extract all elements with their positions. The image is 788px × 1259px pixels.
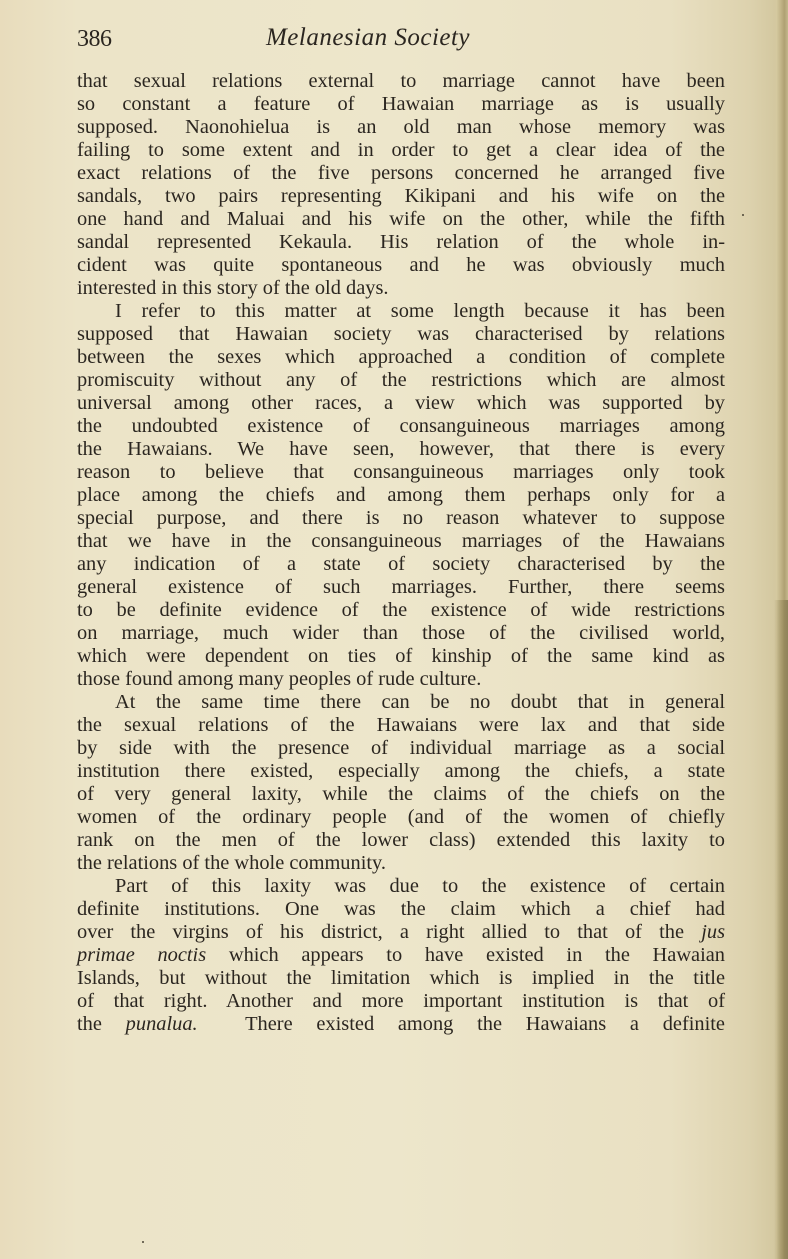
text-line: to be definite evidence of the existence of wide restrictions bbox=[77, 599, 725, 621]
text-line: I refer to this matter at some length because it has been bbox=[115, 300, 725, 322]
text-line: rank on the men of the lower class) extended this laxity to bbox=[77, 829, 725, 851]
text-run: over the virgins of his district, a right allied to that of the bbox=[77, 921, 685, 943]
text-line: promiscuity without any of the restrictions which are almost bbox=[77, 369, 725, 391]
text-line: one hand and Maluai and his wife on the other, while the fifth bbox=[77, 208, 725, 230]
paragraph bbox=[77, 691, 725, 875]
text-line: interested in this story of the old days. bbox=[77, 277, 389, 299]
text-line: the undoubted existence of consanguineous marriages among bbox=[77, 415, 725, 437]
text-line: which were dependent on ties of kinship of the same kind as bbox=[77, 645, 725, 667]
paragraph bbox=[77, 875, 725, 1036]
text-line bbox=[77, 1013, 725, 1036]
text-line: those found among many peoples of rude culture. bbox=[77, 668, 482, 690]
text-line: any indication of a state of society characterised by the bbox=[77, 553, 725, 575]
italic-term-jus: jus bbox=[701, 921, 725, 943]
text-line: by side with the presence of individual marriage as a social bbox=[77, 737, 725, 759]
text-line: the sexual relations of the Hawaians were lax and that side bbox=[77, 714, 725, 736]
text-line: At the same time there can be no doubt that in general bbox=[115, 691, 725, 713]
page-header bbox=[77, 22, 725, 62]
text-line: failing to some extent and in order to get a clear idea of the bbox=[77, 139, 725, 161]
text-line: exact relations of the five persons concerned he arranged five bbox=[77, 162, 725, 184]
text-line: between the sexes which approached a condition of complete bbox=[77, 346, 725, 368]
text-run: the bbox=[77, 1013, 102, 1035]
text-line: universal among other races, a view which was supported by bbox=[77, 392, 725, 414]
text-line bbox=[77, 921, 725, 944]
text-line: cident was quite spontaneous and he was obviously much bbox=[77, 254, 725, 276]
text-line: of very general laxity, while the claims of the chiefs on the bbox=[77, 783, 725, 805]
text-line: of that right. Another and more important institution is that of bbox=[77, 990, 725, 1012]
text-line: supposed that Hawaian society was characterised by relations bbox=[77, 323, 725, 345]
paragraph bbox=[77, 300, 725, 691]
italic-term-punalua: punalua. bbox=[125, 1013, 198, 1035]
text-run: which appears to have existed in the Hawaian bbox=[228, 944, 726, 966]
text-line: that we have in the consanguineous marriages of the Hawaians bbox=[77, 530, 725, 552]
text-line: Islands, but without the limitation which is implied in the title bbox=[77, 967, 725, 989]
text-line: general existence of such marriages. Further, there seems bbox=[77, 576, 725, 598]
paragraph bbox=[77, 70, 725, 300]
running-title: Melanesian Society bbox=[265, 24, 471, 51]
scan-speck bbox=[742, 214, 744, 216]
text-line: sandal represented Kekaula. His relation of the whole in- bbox=[77, 231, 725, 253]
text-line: the relations of the whole community. bbox=[77, 852, 386, 874]
text-run: There existed among the Hawaians a definite bbox=[245, 1013, 725, 1035]
scan-speck bbox=[142, 1241, 144, 1243]
text-line: women of the ordinary people (and of the women of chiefly bbox=[77, 806, 725, 828]
text-line: so constant a feature of Hawaian marriage as is usually bbox=[77, 93, 725, 115]
page-gutter-shadow-lower bbox=[774, 600, 788, 1259]
italic-term-primae-noctis: primae noctis bbox=[77, 944, 207, 966]
text-line: that sexual relations external to marriage cannot have been bbox=[77, 70, 725, 92]
text-line: the Hawaians. We have seen, however, that there is every bbox=[77, 438, 725, 460]
text-line: special purpose, and there is no reason whatever to suppose bbox=[77, 507, 725, 529]
text-line bbox=[77, 944, 725, 967]
text-line: on marriage, much wider than those of the civilised world, bbox=[77, 622, 725, 644]
text-line: Part of this laxity was due to the existence of certain bbox=[115, 875, 725, 897]
text-line: place among the chiefs and among them perhaps only for a bbox=[77, 484, 725, 506]
page-number: 386 bbox=[77, 26, 112, 52]
text-line: definite institutions. One was the claim which a chief had bbox=[77, 898, 725, 920]
text-line: institution there existed, especially among the chiefs, a state bbox=[77, 760, 725, 782]
text-line: supposed. Naonohielua is an old man whose memory was bbox=[77, 116, 725, 138]
text-line: reason to believe that consanguineous marriages only took bbox=[77, 461, 725, 483]
body-text bbox=[77, 70, 725, 1036]
text-line: sandals, two pairs representing Kikipani and his wife on the bbox=[77, 185, 725, 207]
